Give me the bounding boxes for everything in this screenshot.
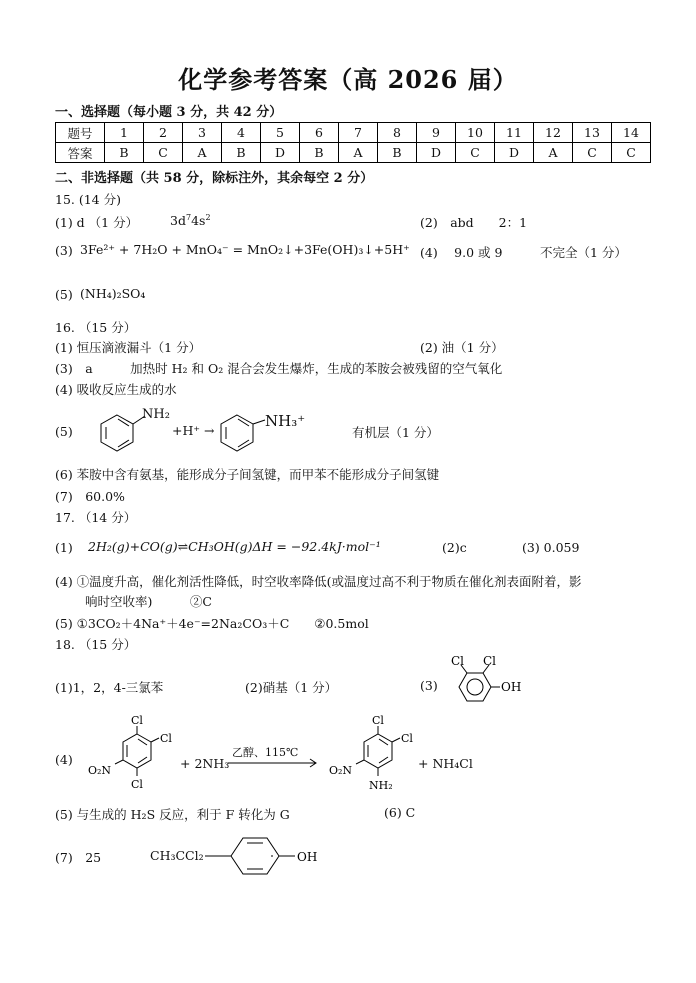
- q16-header: 16. （15 分）: [55, 320, 137, 335]
- table-cell-number: 4: [222, 123, 261, 143]
- q18-part5: (5) 与生成的 H₂S 反应，利于 F 转化为 G: [55, 807, 290, 822]
- q16-part1: (1) 恒压滴液漏斗（1 分）: [55, 340, 202, 355]
- table-cell-answer: D: [261, 143, 300, 163]
- struct-cl-label: Cl: [160, 732, 172, 745]
- q17-part4-line1: (4) ①温度升高，催化剂活性降低，时空收率降低(或温度过高不利于物质在催化剂表面附着，影: [55, 574, 582, 589]
- q17-part2: (2)c: [442, 540, 467, 555]
- q17-part4-line2: 响时空收率) ②C: [85, 594, 212, 609]
- q18-part4-reagent: + 2NH₃: [180, 756, 230, 771]
- table-cell-number: 1: [105, 123, 144, 143]
- table-cell-answer: A: [339, 143, 378, 163]
- q17-part1-equation: 2H₂(g)+CO(g)⇌CH₃OH(g)ΔH = −92.4kJ·mol⁻¹: [88, 539, 381, 554]
- dichloronitroaniline-structure: [326, 712, 426, 802]
- q17-part3: (3) 0.059: [522, 540, 580, 555]
- q18-part7-label: (7) 25: [55, 850, 102, 865]
- q16-part5-tail: 有机层（1 分）: [352, 425, 439, 440]
- table-cell-number: 7: [339, 123, 378, 143]
- table-cell-answer: D: [417, 143, 456, 163]
- struct-nh2-label: NH₂: [369, 779, 393, 792]
- table-cell-answer: B: [105, 143, 144, 163]
- q18-part3-label: (3): [420, 678, 438, 693]
- q16-part6: (6) 苯胺中含有氨基，能形成分子间氢键，而甲苯不能形成分子间氢键: [55, 467, 440, 482]
- q16-part5-label: (5): [55, 424, 73, 439]
- q15-part1-config: $3d^74s^2$: [170, 213, 211, 229]
- table-cell-number: 13: [573, 123, 612, 143]
- q18-part2: (2)硝基（1 分）: [245, 680, 338, 695]
- table-row-numbers: [56, 123, 651, 143]
- struct-cl-label: Cl: [131, 714, 143, 727]
- q15-part3-label: (3): [55, 243, 73, 258]
- table-cell-answer: A: [183, 143, 222, 163]
- table-cell-number: 2: [144, 123, 183, 143]
- struct-oh-label: OH: [501, 680, 522, 694]
- table-cell-number: 6: [300, 123, 339, 143]
- struct-oh-label: OH: [297, 850, 318, 864]
- table-header-cell: 题号: [56, 123, 105, 143]
- table-cell-number: 9: [417, 123, 456, 143]
- table-cell-answer: C: [612, 143, 651, 163]
- table-cell-number: 5: [261, 123, 300, 143]
- table-row-answers: [56, 143, 651, 163]
- table-cell-number: 8: [378, 123, 417, 143]
- page-title: 化学参考答案（高 2026 届）: [178, 65, 518, 94]
- table-cell-number: 11: [495, 123, 534, 143]
- q18-part7-group: CH₃CCl₂: [150, 848, 204, 863]
- q15-part5-formula: (NH₄)₂SO₄: [80, 286, 146, 301]
- table-cell-answer: B: [300, 143, 339, 163]
- table-cell-answer: B: [378, 143, 417, 163]
- section-heading-nonchoice: 二、非选择题（共 58 分，除标注外，其余每空 2 分）: [55, 171, 374, 186]
- table-cell-answer: C: [456, 143, 495, 163]
- struct-o2n-label: O₂N: [88, 764, 112, 777]
- table-cell-answer: D: [495, 143, 534, 163]
- q18-part1: (1)1，2，4-三氯苯: [55, 680, 164, 695]
- q18-part4-label: (4): [55, 752, 73, 767]
- struct-cl-label: Cl: [451, 655, 465, 668]
- struct-cl-label: Cl: [372, 714, 384, 727]
- struct-o2n-label: O₂N: [329, 764, 353, 777]
- table-header-cell: 答案: [56, 143, 105, 163]
- q15-part3-equation: 3Fe²⁺ + 7H₂O + MnO₄⁻ = MnO₂↓+3Fe(OH)₃↓+5H⁺: [80, 242, 410, 257]
- q18-part4-byproduct: + NH₄Cl: [418, 756, 473, 771]
- q16-part4: (4) 吸收反应生成的水: [55, 382, 177, 397]
- q18-part4-conditions: 乙醇、115℃: [232, 746, 299, 759]
- phenol-ring-structure: [205, 832, 325, 880]
- struct-cl-label: Cl: [483, 655, 497, 668]
- table-cell-number: 12: [534, 123, 573, 143]
- q15-header: 15. (14 分): [55, 192, 121, 207]
- q15-part5-label: (5): [55, 287, 73, 302]
- table-cell-answer: C: [144, 143, 183, 163]
- table-cell-number: 14: [612, 123, 651, 143]
- q15-part4: (4) 9.0 或 9 不完全（1 分）: [420, 245, 627, 260]
- q16-part2: (2) 油（1 分）: [420, 340, 504, 355]
- struct-cl-label: Cl: [131, 778, 143, 791]
- aniline-nh2-label: NH₂: [142, 407, 170, 422]
- section-heading-choice: 一、选择题（每小题 3 分，共 42 分）: [55, 105, 283, 120]
- q16-part7: (7) 60.0%: [55, 489, 125, 504]
- table-cell-number: 10: [456, 123, 495, 143]
- q17-part1-label: (1): [55, 540, 73, 555]
- struct-cl-label: Cl: [401, 732, 413, 745]
- dichlorophenol-structure: [445, 655, 525, 717]
- trichloronitrobenzene-structure: [85, 712, 185, 797]
- table-cell-answer: B: [222, 143, 261, 163]
- q16-part3: (3) a 加热时 H₂ 和 O₂ 混合会发生爆炸，生成的苯胺会被残留的空气氧化: [55, 361, 503, 376]
- q17-part5: (5) ①3CO₂＋4Na⁺＋4e⁻=2Na₂CO₃＋C ②0.5mol: [55, 616, 369, 631]
- anilinium-nh3-label: NH₃⁺: [265, 412, 306, 430]
- table-cell-answer: C: [573, 143, 612, 163]
- q15-part1: (1) d （1 分）: [55, 215, 139, 230]
- table-cell-answer: A: [534, 143, 573, 163]
- table-cell-number: 3: [183, 123, 222, 143]
- protonation-arrow-text: +H⁺ →: [172, 423, 215, 438]
- q17-header: 17. （14 分）: [55, 510, 137, 525]
- reaction-arrow-icon: [228, 758, 320, 768]
- q18-header: 18. （15 分）: [55, 637, 137, 652]
- answer-table: [55, 122, 651, 163]
- q18-part6: (6) C: [384, 805, 416, 820]
- q15-part2: (2) abd 2：1: [420, 215, 528, 230]
